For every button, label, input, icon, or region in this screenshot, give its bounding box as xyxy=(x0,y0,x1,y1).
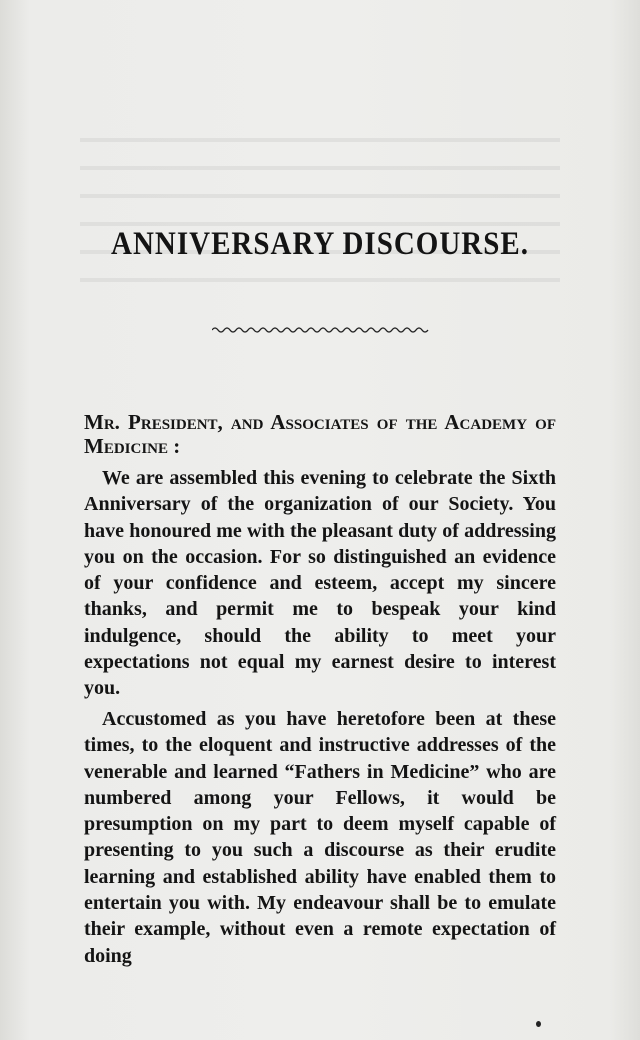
paragraph-1: We are assembled this evening to celebrate the Sixth Anniversary of the organization of our Society. You have honoured me with the pleasant duty of addressing you on the occasion. For so distinguished an evidence of your confidence and esteem, accept my sincere thanks, and permit me to bespeak your kind indulgence, should the ability to meet your expectations not equal my earnest desire to interest you. xyxy=(84,467,556,700)
paragraph-2: Accustomed as you have heretofore been at these times, to the eloquent and instructive addresses of the venerable and learned “Fathers in Medicine” who are numbered among your Fellows, it would be presumption on my part to deem myself capable of presenting to you such a discourse as their erudite learning and established ability have enabled them to entertain you with. My endeavour shall be to emulate their example, without even a remote expectation of doing xyxy=(84,708,556,967)
bleed-through-text xyxy=(80,120,560,300)
page-mark xyxy=(536,1021,541,1027)
salutation: Mr. President, and Associates of the Academy of Medicine : xyxy=(84,410,556,458)
discourse-title: ANNIVERSARY DISCOURSE. xyxy=(111,226,529,262)
ornamental-rule xyxy=(212,326,430,334)
